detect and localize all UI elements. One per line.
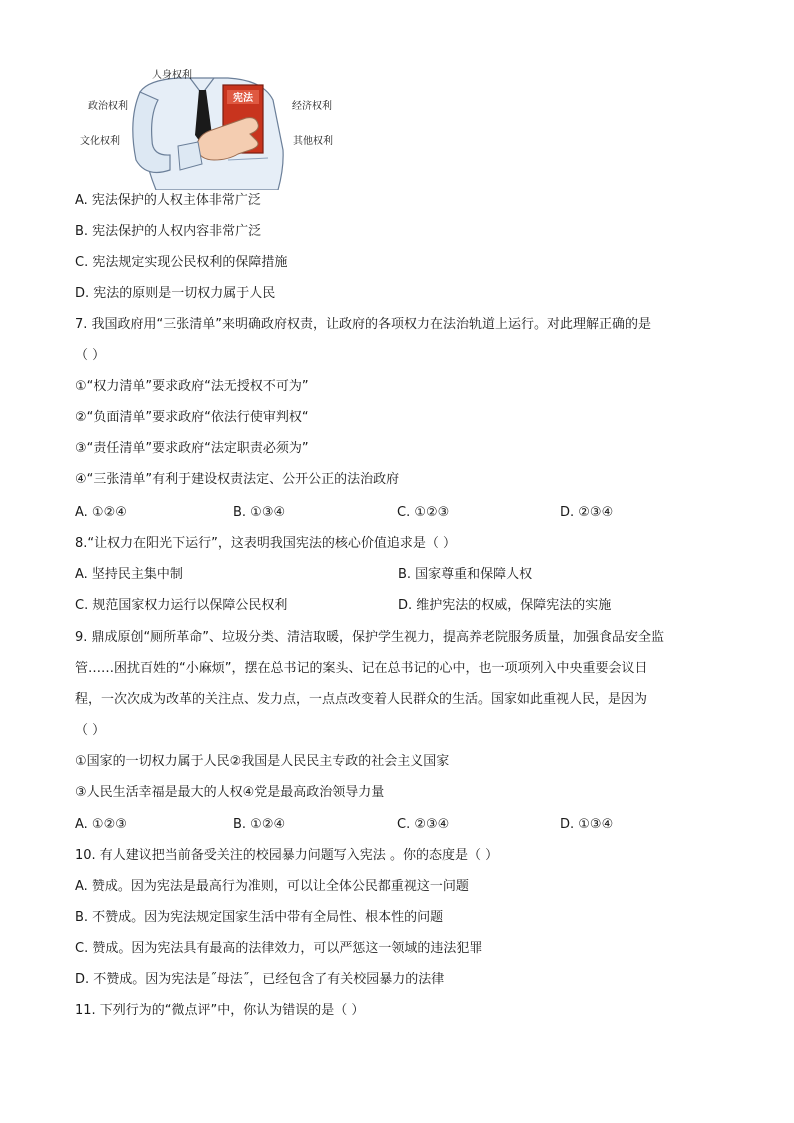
q7-option-a: A. ①②④	[75, 505, 127, 520]
q7-answer-blank: （ ）	[75, 348, 106, 363]
q10-option-b: B. 不赞成。因为宪法规定国家生活中带有全局性、根本性的问题	[75, 910, 444, 925]
q9-option-d: D. ①③④	[560, 817, 614, 832]
q7-item-1: ①“权力清单”要求政府“法无授权不可为”	[75, 379, 309, 394]
q10-option-a: A. 赞成。因为宪法是最高行为准则，可以让全体公民都重视这一问题	[75, 879, 469, 894]
q7-option-c: C. ①②③	[397, 505, 450, 520]
q6-option-b: B. 宪法保护的人权内容非常广泛	[75, 224, 262, 239]
q9-stem-line3: 程，一次次成为改革的关注点、发力点，一点点改变着人民群众的生活。国家如此重视人民，是因为	[75, 692, 648, 707]
q9-stem-line2: 管……困扰百姓的“小麻烦”，摆在总书记的案头、记在总书记的心中，也一项项列入中央重要会议日	[75, 661, 648, 676]
q9-option-a: A. ①②③	[75, 817, 127, 832]
book-title: 宪法	[233, 93, 253, 104]
q10-option-c: C. 赞成。因为宪法具有最高的法律效力，可以严惩这一领域的违法犯罪	[75, 941, 483, 956]
q7-item-2: ②“负面清单”要求政府“依法行使审判权“	[75, 410, 309, 425]
q7-item-3: ③“责任清单”要求政府“法定职责必须为”	[75, 441, 309, 456]
person-holding-constitution-image	[78, 60, 348, 190]
q7-option-b: B. ①③④	[233, 505, 286, 520]
q9-answer-blank: （ ）	[75, 723, 106, 738]
q7-option-d: D. ②③④	[560, 505, 614, 520]
q9-option-c: C. ②③④	[397, 817, 450, 832]
q9-items-line2: ③人民生活幸福是最大的人权④党是最高政治领导力量	[75, 785, 385, 800]
q7-stem: 7. 我国政府用“三张清单”来明确政府权责，让政府的各项权力在法治轨道上运行。对此理解正确的是	[75, 317, 652, 332]
q6-option-d: D. 宪法的原则是一切权力属于人民	[75, 286, 276, 301]
q9-items-line1: ①国家的一切权力属于人民②我国是人民民主专政的社会主义国家	[75, 754, 450, 769]
q6-option-c: C. 宪法规定实现公民权利的保障措施	[75, 255, 288, 270]
label-political-rights: 政治权利	[88, 101, 128, 112]
q9-option-b: B. ①②④	[233, 817, 286, 832]
q8-stem: 8.“让权力在阳光下运行”，这表明我国宪法的核心价值追求是（ ）	[75, 536, 457, 551]
label-cultural-rights: 文化权利	[80, 136, 120, 147]
q11-stem: 11. 下列行为的“微点评”中，你认为错误的是（ ）	[75, 1003, 365, 1018]
q9-stem-line1: 9. 鼎成原创“厕所革命”、垃圾分类、清洁取暖，保护学生视力，提高养老院服务质量，加强食品安全监	[75, 630, 665, 645]
q10-option-d: D. 不赞成。因为宪法是˝母法˝，已经包含了有关校园暴力的法律	[75, 972, 445, 987]
q10-stem: 10. 有人建议把当前备受关注的校园暴力问题写入宪法 。你的态度是（ ）	[75, 848, 499, 863]
q8-option-c: C. 规范国家权力运行以保障公民权利	[75, 598, 288, 613]
q8-option-b: B. 国家尊重和保障人权	[398, 567, 533, 582]
q6-option-a: A. 宪法保护的人权主体非常广泛	[75, 193, 261, 208]
label-economic-rights: 经济权利	[292, 101, 332, 112]
q8-option-a: A. 坚持民主集中制	[75, 567, 183, 582]
label-other-rights: 其他权利	[293, 136, 333, 147]
q8-option-d: D. 维护宪法的权威，保障宪法的实施	[398, 598, 612, 613]
constitution-illustration	[78, 60, 348, 190]
label-personal-rights: 人身权利	[152, 70, 192, 81]
q7-item-4: ④“三张清单”有利于建设权责法定、公开公正的法治政府	[75, 472, 400, 487]
